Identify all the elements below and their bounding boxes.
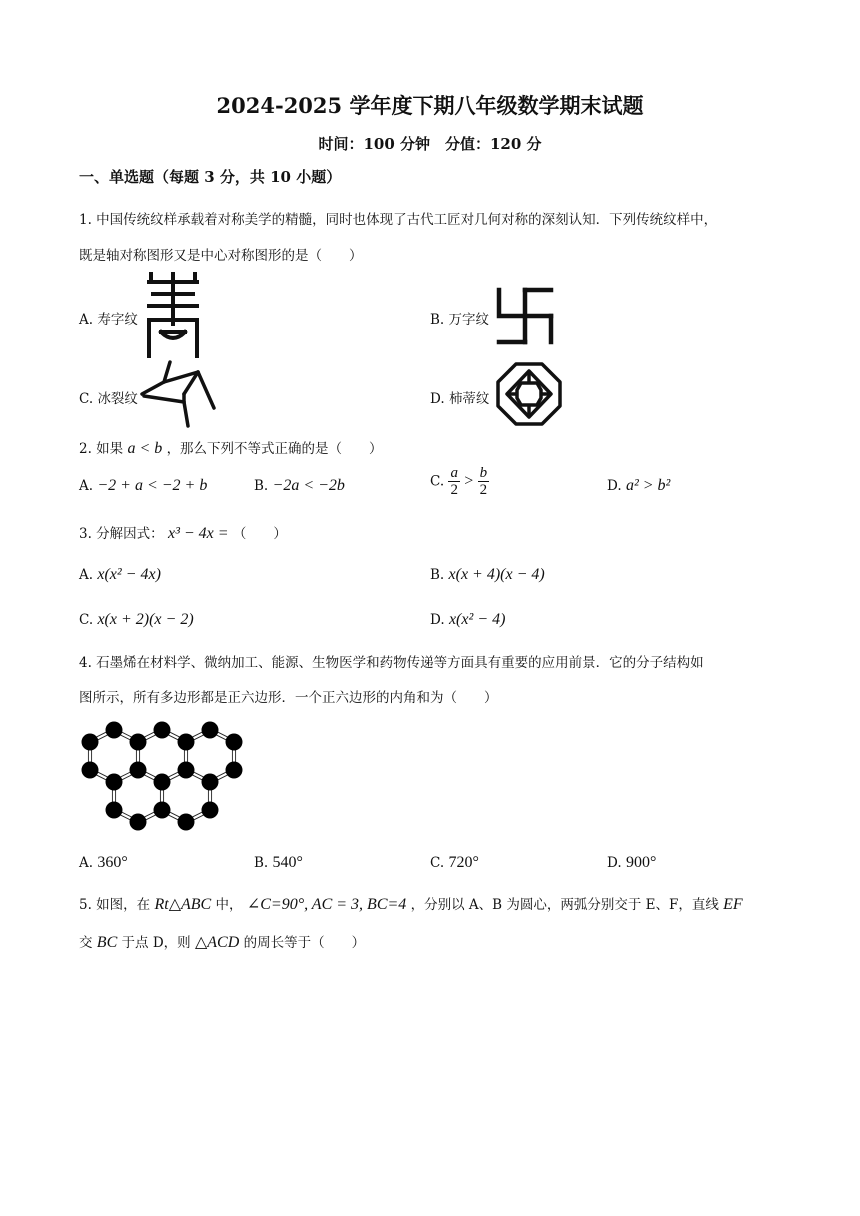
q4-option-c[interactable]: C. 720° (430, 854, 479, 871)
option-math: x(x² − 4) (448, 611, 506, 628)
option-text: 万字纹 (448, 312, 490, 328)
carbon-atom (106, 722, 123, 739)
carbon-atom (106, 802, 123, 819)
option-text: 寿字纹 (97, 312, 138, 328)
q4-option-d[interactable]: D. 900° (607, 854, 657, 871)
q3-expression-math: x³ − 4x = (167, 525, 229, 542)
q3-option-c[interactable]: C. x(x + 2)(x − 2) (79, 611, 194, 628)
option-letter: C. (79, 391, 94, 407)
option-math: x(x + 2)(x − 2) (97, 611, 194, 628)
option-letter: D. (430, 391, 445, 407)
q5-stem-line1: 5. 如图，在 Rt△ABC 中， ∠C=90°, AC = 3, BC=4 ，分别以 A、B 为圆心，两弧分别交于 E、F，直线 EF (79, 896, 743, 913)
carbon-atom (202, 722, 219, 739)
graphene-structure-figure (76, 716, 248, 838)
q1-option-d[interactable] (430, 387, 489, 407)
option-math: 540° (272, 854, 303, 871)
q1-option-c[interactable] (79, 387, 138, 407)
q3-option-a[interactable]: A. x(x² − 4x) (79, 566, 161, 583)
option-math: x(x + 4)(x − 4) (448, 566, 545, 583)
exam-info: 时间：100 分钟 分值：120 分 (318, 135, 542, 153)
q2-stem: 2. 如果 a < b ，那么下列不等式正确的是（ ） (79, 440, 383, 457)
carbon-atom (130, 734, 147, 751)
q4-option-b[interactable]: B. 540° (254, 854, 303, 871)
q2-option-b[interactable]: B. −2a < −2b (254, 477, 345, 494)
option-math: 360° (97, 854, 128, 871)
shou-pattern-icon (145, 272, 201, 358)
option-letter: A. (79, 312, 94, 328)
option-math: −2 + a < −2 + b (97, 477, 208, 494)
q3-stem: 3. 分解因式： x³ − 4x = （ ） (79, 525, 287, 542)
option-text: 柿蒂纹 (448, 391, 490, 407)
q3-option-b[interactable]: B. x(x + 4)(x − 4) (430, 566, 545, 583)
carbon-atom (154, 802, 171, 819)
q2-option-d[interactable]: D. a² > b² (607, 477, 671, 494)
q4-stem-line2: 图所示，所有多边形都是正六边形．一个正六边形的内角和为（ ） (79, 690, 498, 706)
carbon-atom (154, 722, 171, 739)
option-math: −2a < −2b (272, 477, 345, 494)
option-text: 冰裂纹 (97, 391, 138, 407)
option-math: 900° (625, 854, 657, 871)
fraction-a-over-2: $\frac{a}{2}$ (450, 465, 458, 498)
q1-stem-line1: 1. 中国传统纹样承载着对称美学的精髓，同时也体现了古代工匠对几何对称的深刻认知．下列传统纹样中， (79, 212, 718, 228)
carbon-atom (154, 774, 171, 791)
q2-condition-math: a < b (127, 440, 163, 457)
q4-stem-line1: 4. 石墨烯在材料学、微纳加工、能源、生物医学和药物传递等方面具有重要的应用前景．它的分子结构如 (79, 655, 704, 671)
ice-crack-pattern-icon (140, 360, 220, 428)
q1-option-b[interactable] (430, 308, 489, 328)
carbon-atom (130, 762, 147, 779)
option-letter: B. (430, 312, 445, 328)
carbon-atom (178, 734, 195, 751)
section-heading: 一、单选题（每题 3 分，共 10 小题） (79, 168, 342, 186)
q2-option-c[interactable]: C. $\frac{a}{2}$ > $\frac{b}{2}$ (430, 465, 488, 498)
q1-stem-line2: 既是轴对称图形又是中心对称图形的是（ ） (79, 248, 363, 264)
carbon-atom (202, 774, 219, 791)
carbon-atom (226, 734, 243, 751)
carbon-atom (82, 762, 99, 779)
q2-option-a[interactable]: A. −2 + a < −2 + b (79, 477, 208, 494)
persimmon-pattern-icon (496, 362, 562, 426)
carbon-atom (178, 762, 195, 779)
option-math: x(x² − 4x) (97, 566, 161, 583)
carbon-atom (130, 814, 147, 831)
carbon-atom (106, 774, 123, 791)
fraction-b-over-2: $\frac{b}{2}$ (479, 465, 488, 498)
carbon-atom (226, 762, 243, 779)
option-math: 720° (448, 854, 479, 871)
q4-option-a[interactable]: A. 360° (79, 854, 128, 871)
page-title: 2024-2025 学年度下期八年级数学期末试题 (216, 93, 644, 118)
carbon-atom (178, 814, 195, 831)
carbon-atom (82, 734, 99, 751)
option-math: a² > b² (625, 477, 671, 494)
q5-stem-line2: 交 BC 于点 D，则 △ACD 的周长等于（ ） (79, 934, 366, 951)
q1-option-a[interactable] (79, 308, 138, 328)
q3-option-d[interactable]: D. x(x² − 4) (430, 611, 506, 628)
wan-pattern-icon (495, 286, 555, 346)
carbon-atom (202, 802, 219, 819)
